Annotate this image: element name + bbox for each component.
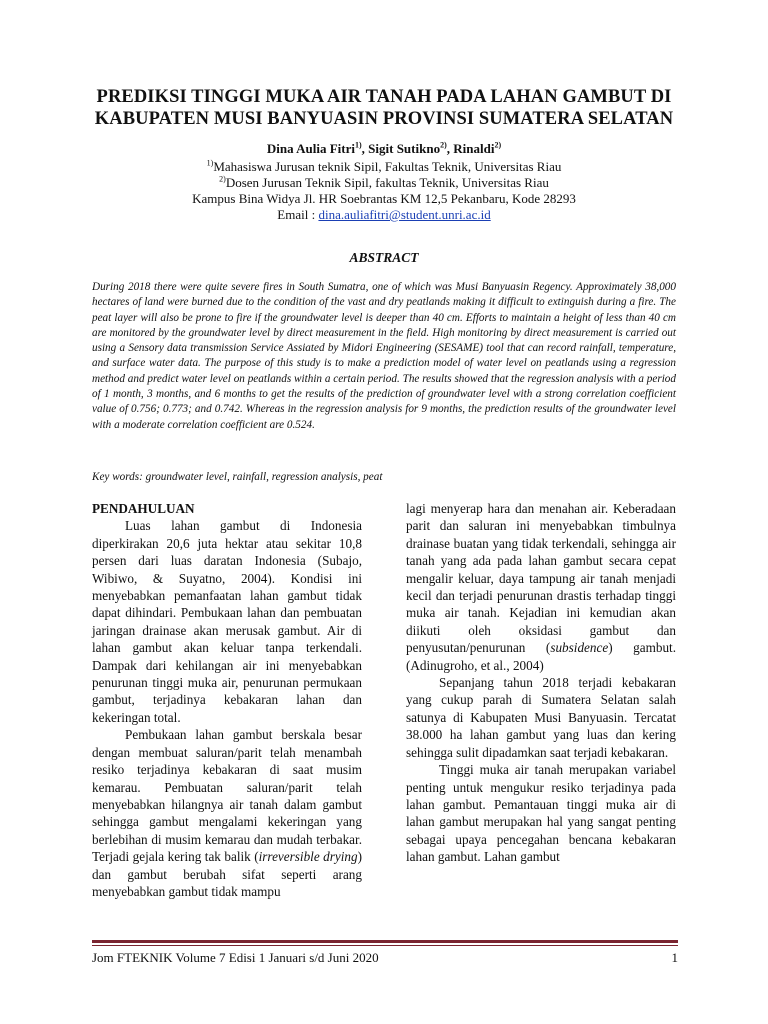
affiliation-mark: 1) (206, 158, 214, 168)
abstract-heading: ABSTRACT (349, 250, 419, 265)
paper-title: PREDIKSI TINGGI MUKA AIR TANAH PADA LAHAN GAMBUT DI KABUPATEN MUSI BANYUASIN PROVINSI SUMATERA SELATAN (94, 87, 674, 129)
email-label: Email : (277, 207, 319, 222)
page-number: 1 (671, 950, 678, 965)
affiliation-text: Mahasiswa Jurusan teknik Sipil, Fakultas Teknik, Universitas Riau (213, 159, 562, 174)
affiliations (40, 159, 728, 223)
email-line (40, 207, 728, 223)
email-link[interactable]: dina.auliafitri@student.unri.ac.id (318, 207, 491, 222)
paragraph (92, 726, 362, 900)
paragraph (406, 500, 676, 674)
address: Kampus Bina Widya Jl. HR Soebrantas KM 12,5 Pekanbaru, Kode 28293 (192, 191, 576, 206)
author-name: Rinaldi (453, 141, 495, 156)
italic-term: irreversible drying (258, 849, 358, 865)
right-column (406, 500, 676, 866)
abstract-text: During 2018 there were quite severe fires in South Sumatra, one of which was Musi Banyuasin Regency. Approximately 38,000 hectares of land were burned due to the condition of the vast and dry peatlands making it difficult to extinguish during a fire. The peat layer will also be prone to fire if the groundwater level is deeper than 40 cm. Efforts to maintain a height of less than 40 cm are monitored by the groundwater level by direct measurement in the field. High monitoring by direct measurement is carried out using a Sensory data transmission Service Assiated by Midori Engineering (SESAME) tool that can record rainfall, temperature, and surface water data. The purpose of this study is to make a prediction model of water level on peatlands using a regression method and predict water level on peatlands within a certain period. The results showed that the regression analysis with a period of 1 month, 3 months, and 6 months to get the results of the prediction of groundwater level with a strong correlation coefficient value of 0.756; 0.773; and 0.742. Whereas in the regression analysis for 9 months, the prediction results of the groundwater level with a moderate correlation coefficient are 0.524. (92, 281, 676, 431)
paragraph: Sepanjang tahun 2018 terjadi kebakaran yang cukup parah di Sumatera Selatan salah satunya di Kabupaten Musi Banyuasin. Tercatat 38.000 ha lahan gambut yang luas dan kering sehingga sulit dipadamkan saat terjadi kebakaran. (406, 675, 676, 760)
affiliation-1 (40, 159, 728, 175)
keywords: Key words: groundwater level, rainfall, regression analysis, peat (92, 471, 383, 483)
author-line (40, 141, 728, 157)
paragraph: Luas lahan gambut di Indonesia diperkirakan 20,6 juta hektar atau sekitar 10,8 persen dari luas daratan Indonesia (Subajo, Wibiwo, & Suyatno, 2004). Kondisi ini menyebabkan pemanfaatan lahan gambut tidak dapat dihindari. Pembukaan lahan dan pembuatan jaringan drainase akan merusak gambut. Air di lahan gambut akan keluar tanpa terkendali. Dampak dari kehilangan air ini menyebabkan penurunan tinggi muka air, penurunan permukaan gambut, terjadinya kebakaran lahan dan kekeringan total. (92, 518, 362, 725)
footer-rule-thin (92, 945, 678, 946)
italic-term: subsidence (550, 640, 609, 656)
author-name: Dina Aulia Fitri (266, 141, 355, 156)
author-affiliation-mark: 2) (440, 140, 447, 150)
paragraph-text: ) gambut. (Adinugroho, et al., 2004) (406, 640, 676, 673)
author-name: Sigit Sutikno (368, 141, 441, 156)
section-heading: PENDAHULUAN (92, 501, 195, 516)
paragraph-text: ) dan gambut berubah sifat seperti arang menyebabkan gambut tidak mampu (92, 849, 363, 899)
left-column (92, 500, 362, 900)
paragraph: Tinggi muka air tanah merupakan variabel penting untuk mengukur resiko terjadinya pada lahan gambut. Pemantauan tinggi muka air di lahan gambut merupakan hal yang sangat penting sebagai upaya pencegahan bencana kebakaran lahan gambut. Lahan gambut (406, 762, 676, 865)
paragraph-text: Pembukaan lahan gambut berskala besar dengan membuat saluran/parit telah menambah resiko terjadinya kebakaran di saat musim kemarau. Pembuatan saluran/parit telah menyebabkan hilangnya air tanah dalam gambut sehingga gambut mengalami kekeringan yang berlebihan di musim kemarau dan mudah terbakar. Terjadi gejala kering tak balik ( (92, 727, 362, 865)
affiliation-text: Dosen Jurusan Teknik Sipil, fakultas Teknik, Universitas Riau (225, 175, 549, 190)
affiliation-mark: 2) (219, 174, 226, 184)
author-affiliation-mark: 2) (494, 140, 502, 150)
footer-rule-thick (92, 940, 678, 943)
affiliation-2 (40, 175, 728, 191)
journal-citation: Jom FTEKNIK Volume 7 Edisi 1 Januari s/d Juni 2020 (92, 950, 379, 965)
author-affiliation-mark: 1) (355, 140, 362, 150)
author-separator: , (446, 141, 454, 156)
author-separator: , (361, 141, 369, 156)
paragraph-text: lagi menyerap hara dan menahan air. Keberadaan parit dan saluran ini menyebabkan timbulnya drainase buatan yang tidak terkendali, sehingga air tanah yang ada pada lahan gambut secara cepat mengalir keluar, daya tampung air tanah menjadi kecil dan terjadi penurunan drastis terhadap tinggi muka air tanah. Kejadian ini kemudian akan diikuti oleh oksidasi gambut dan penyusutan/penurunan ( (406, 501, 676, 656)
